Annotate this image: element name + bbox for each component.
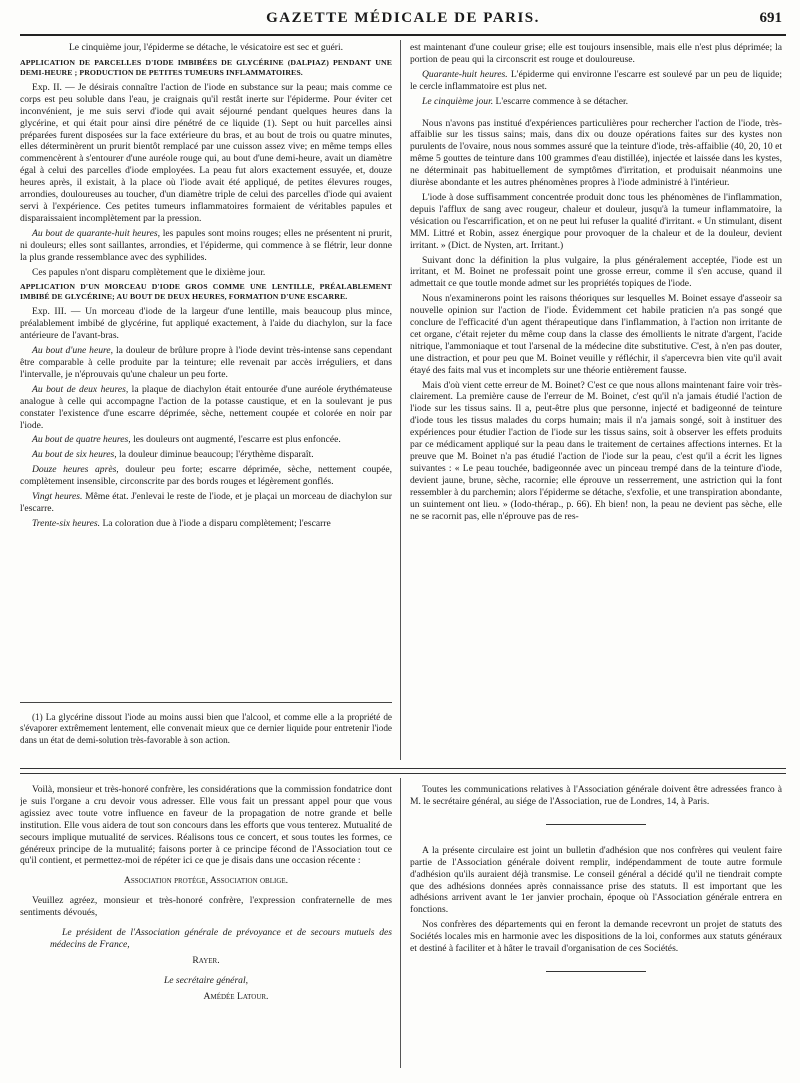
secretary-role: Le secrétaire général, [163, 974, 249, 986]
time-lead: Au bout de quarante-huit heures, [32, 227, 160, 239]
page-header [20, 6, 786, 36]
paragraph-20h: Vingt heures. Même état. J'enlevai le reste de l'iode, et je plaçai un morceau de diachylon sur l'escarre. [20, 491, 392, 514]
paragraph-bulletin: A la présente circulaire est joint un bulletin d'adhésion que nos confrères qui veulent faire partie de l'Association générale doivent remplir, indépendamment de toute autre formule d'adhésion qu'ils auraient déjà transmise. Le conseil général a décidé qu'il ne tiendrait compte que des adhésions données après connaissance prise des statuts. Il est important que les adhésions arrivent avant le 1er janvier prochain, époque où l'Association générale entrera en fonctions. [410, 844, 782, 916]
paragraph-4h: Au bout de quatre heures, les douleurs ont augmenté, l'escarre est plus enfoncée. [32, 434, 341, 446]
journal-title: GAZETTE MÉDICALE DE PARIS. [266, 10, 540, 26]
paragraph-theory: Nous n'examinerons point les raisons théoriques sur lesquelles M. Boinet essaye d'asseoir sa nouvelle opinion sur l'action de l'iode. Évidemment cet habile praticien n'a pas songé que conclure de l'efficacité d'un agent thérapeutique dans l'inflammation, à l'action non irritante de cet organe, c'était rejeter du même coup dans la classe des émollients le nitrate d'argent, l'acide nitrique, l'ammoniaque et tout l'arsenal de la médecine dite substitutive. C'est, à n'en pas douter, une distraction, et pour peu que M. Boinet veuille y réfléchir, il s'apercevra bien vite qu'il avait étayé des faits mal vus et incomplets sur une théorie entièrement fausse. [410, 293, 782, 376]
paragraph-kystes: Nous n'avons pas institué d'expériences particulières pour rechercher l'action de l'iode, très-affaiblie sur les tissus sains; mais, dans dix ou douze opérations faites sur des kystes non purulents de l'ovaire, nous nous sommes assuré que la teinture d'iode, très-affaiblie (40, 20, 10 et même 5 gouttes de teinture dans 100 grammes d'eau distillée), injectée et laissée dans les kystes, ne déterminait pas habituellement de symptômes d'irritation, et produisait néanmoins une diurèse abondante et les autres phénomènes propres à l'iode administré à l'intérieur. [410, 117, 782, 189]
paragraph-continuation: est maintenant d'une couleur grise; elle est toujours insensible, mais elle n'est plus déprimée; la portion de peau qui la circonscrit est rouge et douloureuse. [410, 42, 782, 65]
paragraph-48h: Au bout de quarante-huit heures, les papules sont moins rouges; elles ne présentent ni prurit, ni douleurs; elles sont saillantes, arrondies, et l'épiderme, qui commence à se flétrir, leur donne la plus grande ressemblance avec des syphilides. [20, 227, 392, 263]
paragraph-36h: Trente-six heures. La coloration due à l'iode a disparu complètement; l'escarre [32, 517, 331, 529]
signature-role: Le président de l'Association générale de prévoyance et de secours mutuels des médecins de France, [50, 927, 392, 950]
paragraph-communications: Toutes les communications relatives à l'Association générale doivent être adressées franco à M. le secrétaire général, au siége de l'Association, rue de Londres, 14, à Paris. [410, 784, 782, 807]
paragraph-closing: Veuillez agréez, monsieur et très-honoré confrère, l'expression confraternelle de mes sentiments dévoués, [20, 895, 392, 919]
paragraph-tenth-day: Ces papules n'ont disparu complètement que le dixième jour. [32, 266, 266, 278]
circular-left-column [20, 784, 392, 1074]
footnote-rule [20, 702, 392, 703]
article-right-column [410, 42, 782, 757]
paragraph-experiment-2: Exp. II. — Je désirais connaître l'action de l'iode en substance sur la peau; mais comme ce corps est peu soluble dans l'eau, je craignais qu'il restât inerte sur l'épiderme. Pour éviter cet inconvénient, je me suis servi d'iode qui avait séjourné pendant quelques heures dans la glycérine, et qui était pour ainsi dire pénétré de ce liquide (1). Sept ou huit parcelles ainsi préparées furent disposées sur la face extérieure du bras, et au bout de trois ou quatre minutes, elles déterminèrent un prurit bientôt remplacé par une cuisson assez vive; en même temps elles commencèrent à s'entourer d'une auréole rouge qui, au bout d'une demi-heure, avait un diamètre égal à celui des parcelles d'iode employées. La peau fut alors exactement essuyée, et, douze heures après, il existait, à la place où l'iode avait été appliqué, de petites élevures rouges, arrondies, douloureuses au toucher, d'un diamètre triple de celui des parcelles d'iode qui avaient servi à l'expérience. Ces petites tumeurs inflammatoires formaient de véritables papules et disparaissaient incomplètement par la pression. [20, 81, 392, 224]
heading-experiment-3: APPLICATION D'UN MORCEAU D'IODE GROS COMME UNE LENTILLE, PRÉALABLEMENT IMBIBÉ DE GLYCÉRINE; AU BOUT DE DEUX HEURES, FORMATION D'UNE ESCARRE. [20, 282, 392, 302]
paragraph-12h: Douze heures après, douleur peu forte; escarre déprimée, sèche, nettement coupée, complètement insensible, circonscrite par des bords rouges et légèrement gonflés. [20, 464, 392, 488]
paragraph-definition: Suivant donc la définition la plus vulgaire, la plus généralement acceptée, l'iode est un irritant, et M. Boinet ne professait point une grosse erreur, comme il s'en accuse, quand il admettait ce que toutle monde admet sur les propriétés topiques de l'iode. [410, 254, 782, 290]
motto: Association protége, Association oblige. [123, 875, 289, 887]
paragraph-48h-right: Quarante-huit heures. L'épiderme qui environne l'escarre est soulevé par un peu de liquide; le cercle inflammatoire est plus net. [410, 68, 782, 92]
paragraph-intro: Le cinquième jour, l'épiderme se détache, le vésicatoire est sec et guéri. [68, 42, 344, 53]
footnote [20, 712, 392, 762]
paragraph-error: Mais d'où vient cette erreur de M. Boinet? C'est ce que nous allons maintenant faire voir très-clairement. La première cause de l'erreur de M. Boinet, c'est qu'il n'a jamais étudié l'action de l'iode sur les tissus sains. Il a, peut-être plus que personne, injecté et badigeonné de teinture d'iode tous les tissus malades du corps humain; mais il n'a jamais songé, soit à instituer des expériences pour étudier l'action de l'iode sur les tissus sains, soit à observer les effets produits par ce médicament appliqué sur la peau dans le traitement de certaines affections internes. Et la preuve que M. Boinet n'a pas étudié l'action de l'iode sur la peau, c'est qu'il a écrit les lignes suivantes : « Le peau touchée, badigeonnée avec un pinceau trempé dans de la teinture d'iode, devient jaune, brune, sèche, racornie; elle éprouve un resserrement, une astriction qui la font ressembler à du parchemin; alors l'épiderme se détache, s'exfolie, et une transpiration abondante, un suintement ont lieu. » (Iodo-thérap., p. 66). Eh bien! non, la peau ne devient pas sèche, elle ne se racornit pas, elle n'éprouve pas de res- [410, 379, 782, 522]
paragraph-experiment-3: Exp. III. — Un morceau d'iode de la largeur d'une lentille, mais beaucoup plus mince, préalablement imbibé de glycérine, fut appliqué exactement, à l'aide du diachylon, sur la face antérieure de l'avant-bras. [20, 306, 392, 342]
circular-right-column [410, 784, 782, 1074]
signature-name: Rayer. [192, 954, 220, 966]
paragraph-fifth-day: Le cinquième jour. L'escarre commence à se détacher. [422, 95, 629, 107]
paragraph-inflammation: L'iode à dose suffisamment concentrée produit donc tous les phénomènes de l'inflammation, depuis l'afflux de sang avec rougeur, chaleur et douleur, jusqu'à la tumeur inflammatoire, la vésication ou l'escarrification, et on ne peut lui refuser la qualité d'irritant. « Un stimulant, disent MM. Littré et Robin, assez énergique pour provoquer de la chaleur et de la douleur, devient irritant. » (Dict. de Nysten, art. Irritant.) [410, 191, 782, 251]
short-rule-end [546, 971, 646, 972]
column-divider-bottom [400, 778, 401, 1068]
paragraph-statuts: Nos confrères des départements qui en feront la demande recevront un projet de statuts des Sociétés locales mis en harmonie avec les dispositions de la loi, conformes aux statuts généraux et destiné à faciliter et à hâter le travail d'organisation de ces Sociétés. [410, 919, 782, 955]
secretary-name: Amédée Latour. [203, 990, 269, 1002]
paragraph-1h: Au bout d'une heure, la douleur de brûlure propre à l'iode devint très-intense sans cependant être comparable à celle produite par la teinture; elle revenait par accès irréguliers, et dans l'intervalle, je n'éprouvais qu'une chaleur un peu forte. [20, 345, 392, 380]
column-divider [400, 40, 401, 760]
paragraph-6h: Au bout de six heures, la douleur diminue beaucoup; l'érythème disparaît. [32, 449, 314, 461]
paragraph-appeal: Voilà, monsieur et très-honoré confrère, les considérations que la commission fondatrice dont je suis l'organe a cru devoir vous adresser. Elle vous fait un pressant appel pour que vous agissiez avec toute votre influence en faveur de la propagation de notre grande et belle institution. Elle vous aidera de tout son concours dans les efforts que vous tenterez. Mutualité de secours implique mutualité de services. Réalisons tous ce concert, et sous toutes les formes, ce généreux principe de la mutualité; faisons porter à ce principe fécond de l'Association tout ce qu'il contient, et permettez-moi de répéter ici ce que je disais dans une occasion récente : [20, 784, 392, 867]
paragraph-2h: Au bout de deux heures, la plaque de diachylon était entourée d'une auréole érythémateuse analogue à celle qui accompagne l'action de la potasse caustique, et en la soulevant je pus constater l'existence d'une escarre déprimée, sèche, nettement coupée et colorée en noir par l'iode. [20, 383, 392, 431]
heading-experiment-2: APPLICATION DE PARCELLES D'IODE IMBIBÉES DE GLYCÉRINE (DALPIAZ) PENDANT UNE DEMI-HEURE ; PRODUCTION DE PETITES TUMEURS INFLAMMATOIRES. [20, 57, 392, 77]
footnote-text: (1) La glycérine dissout l'iode au moins aussi bien que l'alcool, et comme elle a la propriété de s'évaporer extrêmement lentement, elle convenait mieux que ce dernier liquide pour entretenir l'iode dans un état de demi-solution très-favorable à son action. [20, 712, 392, 745]
page-number: 691 [759, 10, 782, 26]
section-divider [20, 768, 786, 774]
short-rule [546, 824, 646, 825]
article-left-column [20, 42, 392, 702]
